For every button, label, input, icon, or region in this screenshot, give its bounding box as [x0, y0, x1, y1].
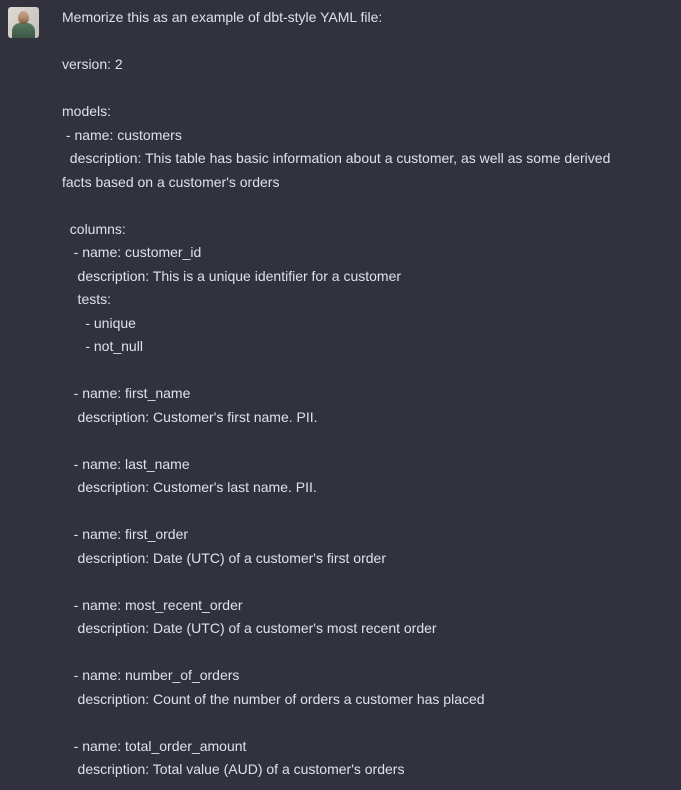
- user-avatar: [8, 7, 39, 38]
- user-message-text: Memorize this as an example of dbt-style YAML file: version: 2 models: - name: customers description: This table has basic information about a customer, as well as some derived facts based on a customer's orders columns: - name: customer_id description: This is a unique identifier for a customer tests: - unique - not_null - name: first_name description: Customer's first name. PII. - name: last_name description: Customer's last name. PII. - name: first_order description: Date (UTC) of a customer's first order - name: most_recent_order description: Date (UTC) of a customer's most recent order - name: number_of_orders description: Count of the number of orders a customer has placed - name: total_order_amount description: Total value (AUD) of a customer's orders: [62, 9, 611, 777]
- avatar-shirt-shape: [12, 23, 35, 38]
- avatar-head-shape: [18, 11, 29, 24]
